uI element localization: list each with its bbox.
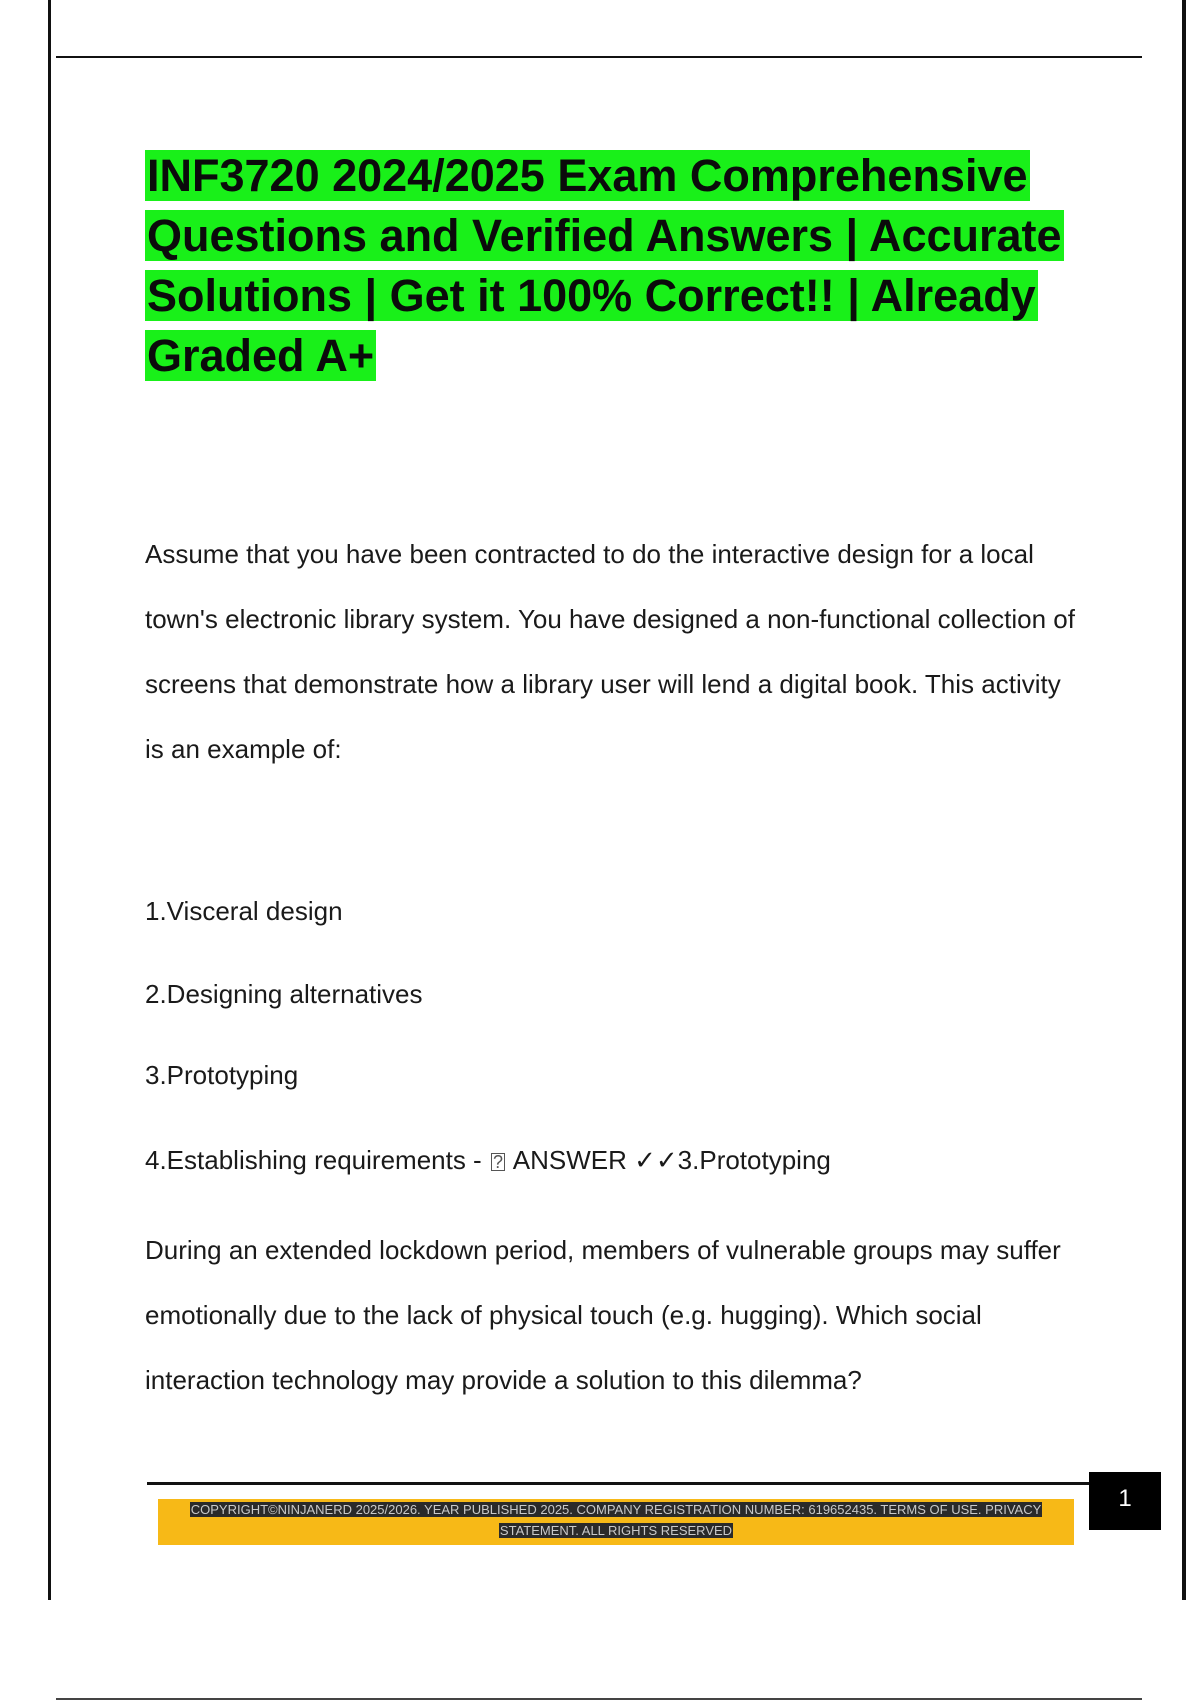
question-1-option-3: 3.Prototyping [145,1060,299,1090]
document-title-text: INF3720 2024/2025 Exam Comprehensive Questions and Verified Answers | Accurate Solutions | Get it 100% Correct!! | Already Graded A+ [147,150,1062,381]
question-1-option-1: 1.Visceral design [145,896,343,926]
page-border-right [1182,0,1186,1600]
copyright-text: COPYRIGHT©NINJANERD 2025/2026. YEAR PUBLISHED 2025. COMPANY REGISTRATION NUMBER: 619652435. TERMS OF USE. PRIVACY STATEMENT. ALL RIGHTS RESERVED [190,1502,1042,1538]
page-border-left [48,0,51,1600]
footer-rule [147,1482,1092,1485]
header-rule [56,56,1142,58]
question-1-option-4 [145,1143,1075,1177]
question-1-text: Assume that you have been contracted to do the interactive design for a local town's electronic library system. You have designed a non-functional collection of screens that demonstrate how a library user will lend a digital book. This activity is an example of: [145,539,1075,764]
question-1-option-4-label: 4.Establishing requirements - [145,1145,489,1175]
page-number: 1 [1089,1472,1161,1530]
copyright-banner [158,1499,1074,1545]
missing-glyph-icon: ? [492,1152,503,1173]
question-1-answer: ANSWER ✓✓3.Prototyping [512,1145,831,1175]
question-2-text: During an extended lockdown period, members of vulnerable groups may suffer emotionally due to the lack of physical touch (e.g. hugging). Which social interaction technology may provide a solution to this dilemma? [145,1235,1061,1395]
question-1-option-2: 2.Designing alternatives [145,979,423,1009]
document-title [145,146,1105,386]
